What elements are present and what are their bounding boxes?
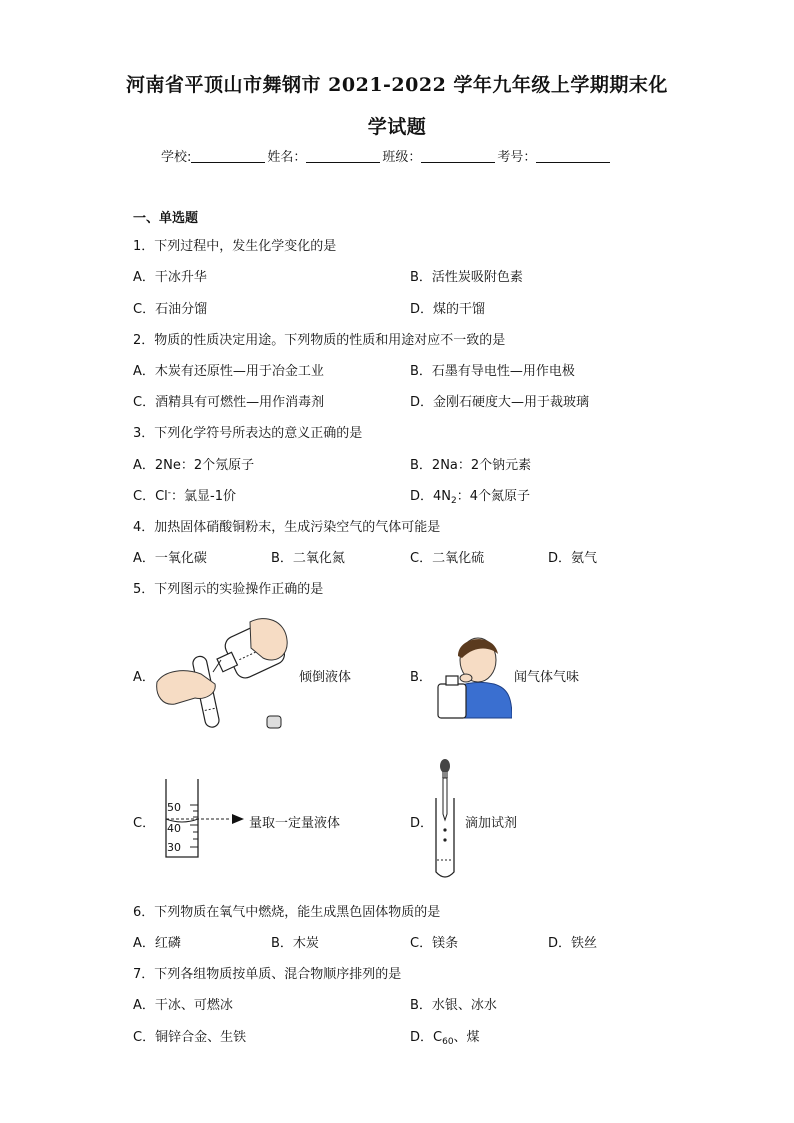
q6-option-a: A．红磷 <box>133 936 181 951</box>
q7-option-a: A．干冰、可燃冰 <box>133 998 233 1013</box>
question-6-stem: 6．下列物质在氧气中燃烧，能生成黑色固体物质的是 <box>133 905 441 920</box>
q4-option-b: B．二氧化氮 <box>271 551 345 566</box>
section-heading: 一、单选题 <box>133 211 199 226</box>
q3-option-c <box>133 485 236 504</box>
name-blank[interactable] <box>306 149 380 163</box>
exam-no-blank[interactable] <box>536 149 610 163</box>
q5-c-caption: 量取一定量液体 <box>249 816 341 831</box>
q5-a-caption: 倾倒液体 <box>299 670 352 685</box>
q5-d-caption: 滴加试剂 <box>465 816 518 831</box>
q1-option-a: A．干冰升华 <box>133 270 207 285</box>
q3-option-b: B．2Na：2个钠元素 <box>410 458 532 473</box>
exam-title-line1: 河南省平顶山市舞钢市 2021-2022 学年九年级上学期期末化 <box>126 74 668 96</box>
q2-option-c: C．酒精具有可燃性—用作消毒剂 <box>133 395 325 410</box>
cylinder-tick-50: 50 <box>167 801 181 814</box>
smelling-gas-figure <box>436 628 512 720</box>
q1-option-d: D．煤的干馏 <box>410 302 486 317</box>
exam-title-line2: 学试题 <box>367 116 427 138</box>
student-info-row <box>161 146 612 165</box>
q7-option-b: B．水银、冰水 <box>410 998 497 1013</box>
q3-option-d-sub: 2 <box>451 496 457 506</box>
q3-option-c-head: C．Cl <box>133 489 168 504</box>
name-label: 姓名： <box>267 150 307 165</box>
q2-option-a: A．木炭有还原性—用于冶金工业 <box>133 364 324 379</box>
question-2-stem: 2．物质的性质决定用途。下列物质的性质和用途对应不一致的是 <box>133 333 506 348</box>
school-blank[interactable] <box>191 149 265 163</box>
q5-option-b: B． <box>410 670 432 685</box>
q3-option-a: A．2Ne：2个氖原子 <box>133 458 255 473</box>
q6-option-c: C．镁条 <box>410 936 459 951</box>
q5-option-c: C． <box>133 816 156 831</box>
q6-option-d: D．铁丝 <box>548 936 598 951</box>
cylinder-tick-40: 40 <box>167 822 181 835</box>
q4-option-a: A．一氧化碳 <box>133 551 207 566</box>
school-label: 学校: <box>161 150 192 165</box>
class-blank[interactable] <box>421 149 495 163</box>
q2-option-b: B．石墨有导电性—用作电极 <box>410 364 575 379</box>
q3-option-d <box>410 485 530 506</box>
q3-option-d-head: D．4N <box>410 489 452 504</box>
class-label: 班级： <box>382 150 422 165</box>
q7-option-d-head: D．C <box>410 1030 443 1045</box>
q1-option-c: C．石油分馏 <box>133 302 208 317</box>
cylinder-tick-30: 30 <box>167 841 181 854</box>
q7-option-d-tail: 、煤 <box>453 1030 480 1045</box>
q7-option-d <box>410 1026 480 1047</box>
q6-option-b: B．木炭 <box>271 936 319 951</box>
question-3-stem: 3．下列化学符号所表达的意义正确的是 <box>133 426 363 441</box>
question-1-stem: 1．下列过程中，发生化学变化的是 <box>133 239 337 254</box>
question-7-stem: 7．下列各组物质按单质、混合物顺序排列的是 <box>133 967 402 982</box>
eye-icon <box>232 814 244 824</box>
q5-option-d: D． <box>410 816 434 831</box>
pouring-liquid-figure <box>155 612 295 737</box>
question-4-stem: 4．加热固体硝酸铜粉末，生成污染空气的气体可能是 <box>133 520 441 535</box>
q4-option-c: C．二氧化硫 <box>410 551 485 566</box>
q7-option-c: C．铜锌合金、生铁 <box>133 1030 247 1045</box>
q5-b-caption: 闻气体气味 <box>514 670 580 685</box>
q7-option-d-sub: 60 <box>442 1037 454 1047</box>
q2-option-d: D．金刚石硬度大—用于裁玻璃 <box>410 395 590 410</box>
q3-option-d-tail: ：4个氮原子 <box>456 489 531 504</box>
q3-option-c-tail: ：氯显-1价 <box>171 489 236 504</box>
q1-option-b: B．活性炭吸附色素 <box>410 270 523 285</box>
q5-option-a: A． <box>133 670 155 685</box>
q4-option-d: D．氨气 <box>548 551 598 566</box>
q3-option-c-sup: - <box>167 488 172 498</box>
exam-no-label: 考号： <box>497 150 537 165</box>
question-5-stem: 5．下列图示的实验操作正确的是 <box>133 582 324 597</box>
dropper-test-tube-figure <box>430 758 460 882</box>
